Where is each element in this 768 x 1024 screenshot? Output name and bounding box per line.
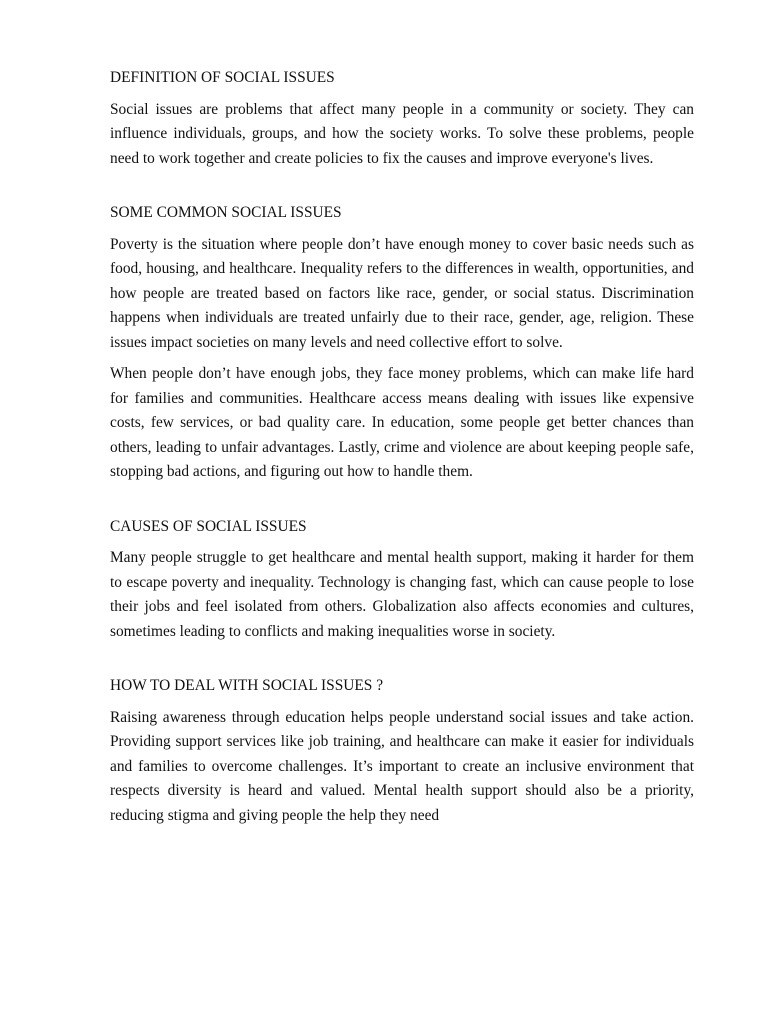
section-definition (110, 66, 694, 171)
paragraph: Poverty is the situation where people don’t have enough money to cover basic needs such as food, housing, and healthcare. Inequality refers to the differences in wealth, opportunities, and how people are treated based on factors like race, gender, or social status. Discrimination happens when individuals are treated unfairly due to their race, gender, age, religion. These issues impact societies on many levels and need collective effort to solve. (110, 235, 694, 351)
section-heading: HOW TO DEAL WITH SOCIAL ISSUES ? (110, 677, 384, 694)
paragraph: When people don’t have enough jobs, they face money problems, which can make life hard for families and communities. Healthcare access means dealing with issues like expensive costs, few services, or bad quality care. In education, some people get better chances than others, leading to unfair advantages. Lastly, crime and violence are about keeping people safe, stopping bad actions, and figuring out how to handle them. (110, 365, 694, 480)
section-how-to-deal (110, 674, 694, 828)
paragraph: Raising awareness through education helps people understand social issues and take action. Providing support services like job training, and healthcare can make it easier for individuals and families to overcome challenges. It’s important to create an inclusive environment that respects diversity is heard and valued. Mental health support should also be a priority, reducing stigma and giving people the help they need (110, 708, 694, 824)
paragraph: Many people struggle to get healthcare and mental health support, making it harder for them to escape poverty and inequality. Technology is changing fast, which can cause people to lose their jobs and feel isolated from others. Globalization also affects economies and cultures, sometimes leading to conflicts and making inequalities worse in society. (110, 549, 694, 640)
paragraph: Social issues are problems that affect many people in a community or society. They can influence individuals, groups, and how the society works. To solve these problems, people need to work together and create policies to fix the causes and improve everyone's lives. (110, 100, 694, 167)
section-heading: SOME COMMON SOCIAL ISSUES (110, 204, 342, 221)
document-body (110, 66, 694, 828)
section-spacer (110, 171, 694, 201)
section-heading: CAUSES OF SOCIAL ISSUES (110, 517, 307, 535)
section-heading: DEFINITION OF SOCIAL ISSUES (110, 69, 335, 86)
section-spacer (110, 485, 694, 515)
section-common-issues (110, 201, 694, 485)
section-spacer (110, 644, 694, 674)
section-causes (110, 515, 694, 645)
